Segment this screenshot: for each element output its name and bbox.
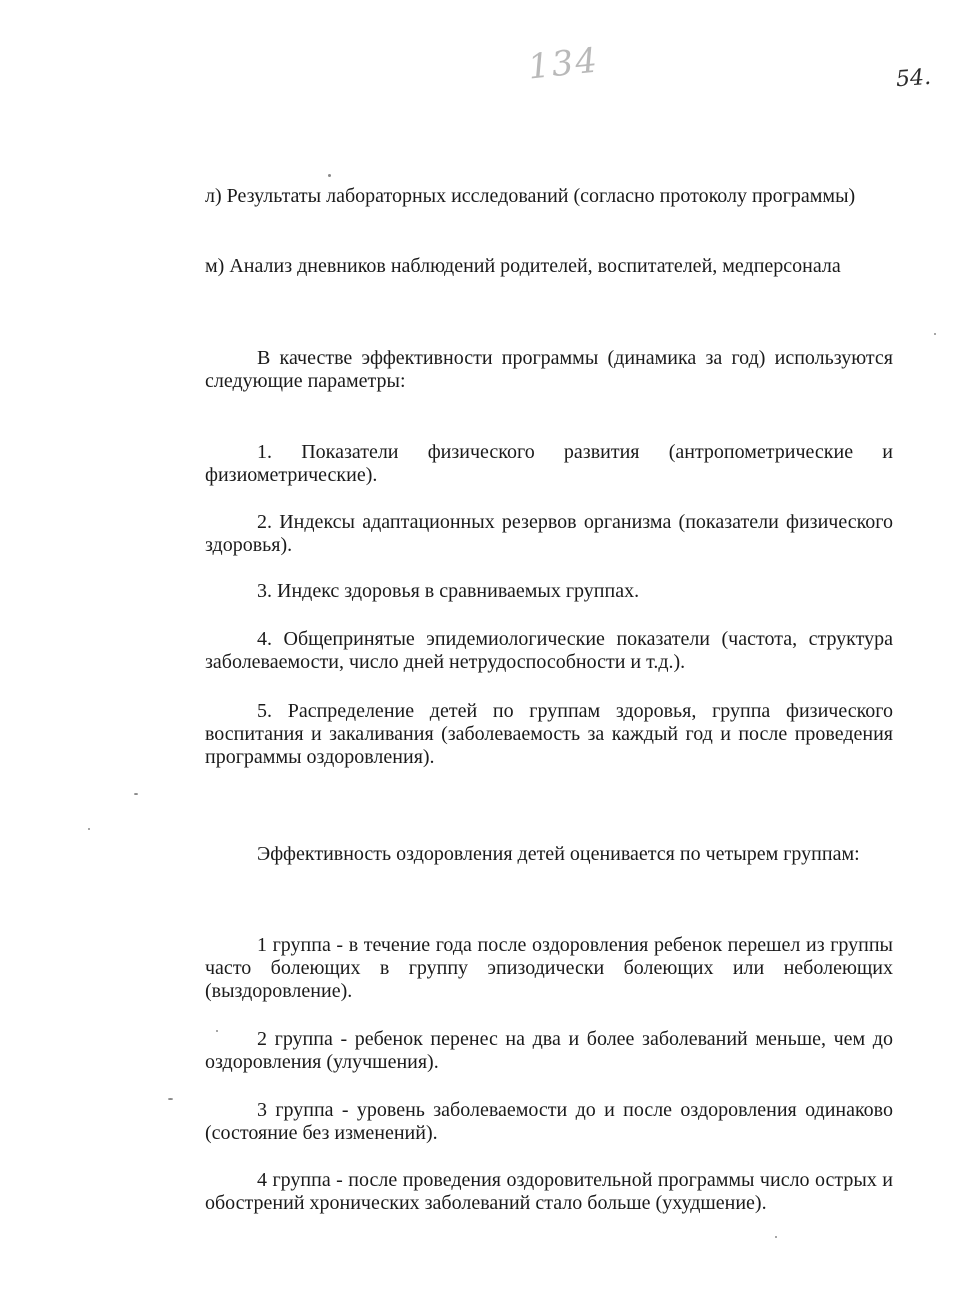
scan-speck — [168, 1098, 173, 1100]
scan-speck — [134, 793, 138, 795]
parameter-1: 1. Показатели физического развития (антропометрические и физиометрические). — [205, 441, 893, 486]
item-m-diary-analysis: м) Анализ дневников наблюдений родителей, воспитателей, медперсонала — [205, 255, 841, 277]
handwritten-archive-number: 134 — [526, 40, 601, 88]
groups-intro: Эффективность оздоровления детей оценивается по четырем группам: — [257, 843, 860, 865]
scan-speck — [934, 333, 936, 335]
scan-speck — [88, 828, 90, 830]
group-1: 1 группа - в течение года после оздоровления ребенок перешел из группы часто болеющих в группу эпизодически болеющих или неболеющих (выздоровление). — [205, 934, 893, 1002]
page-number: 54. — [895, 64, 932, 93]
parameter-2: 2. Индексы адаптационных резервов организма (показатели физического здоровья). — [205, 511, 893, 556]
parameter-4: 4. Общепринятые эпидемиологические показатели (частота, структура заболеваемости, число дней нетрудоспособности и т.д.). — [205, 628, 893, 673]
scan-speck — [328, 174, 331, 177]
scan-speck — [216, 1030, 218, 1032]
efficiency-intro: В качестве эффективности программы (динамика за год) используются следующие параметры: — [205, 347, 893, 392]
group-2: 2 группа - ребенок перенес на два и более заболеваний меньше, чем до оздоровления (улучшения). — [205, 1028, 893, 1073]
item-l-laboratory-results: л) Результаты лабораторных исследований (согласно протоколу программы) — [205, 185, 856, 207]
group-3: 3 группа - уровень заболеваемости до и после оздоровления одинаково (состояние без изменений). — [205, 1099, 893, 1144]
scan-speck — [775, 1236, 777, 1238]
parameter-3: 3. Индекс здоровья в сравниваемых группах. — [257, 580, 640, 602]
group-4: 4 группа - после проведения оздоровительной программы число острых и обострений хронических заболеваний стало больше (ухудшение). — [205, 1169, 893, 1214]
parameter-5: 5. Распределение детей по группам здоровья, группа физического воспитания и закаливания (заболеваемость за каждый год и после проведения программы оздоровления). — [205, 700, 893, 768]
